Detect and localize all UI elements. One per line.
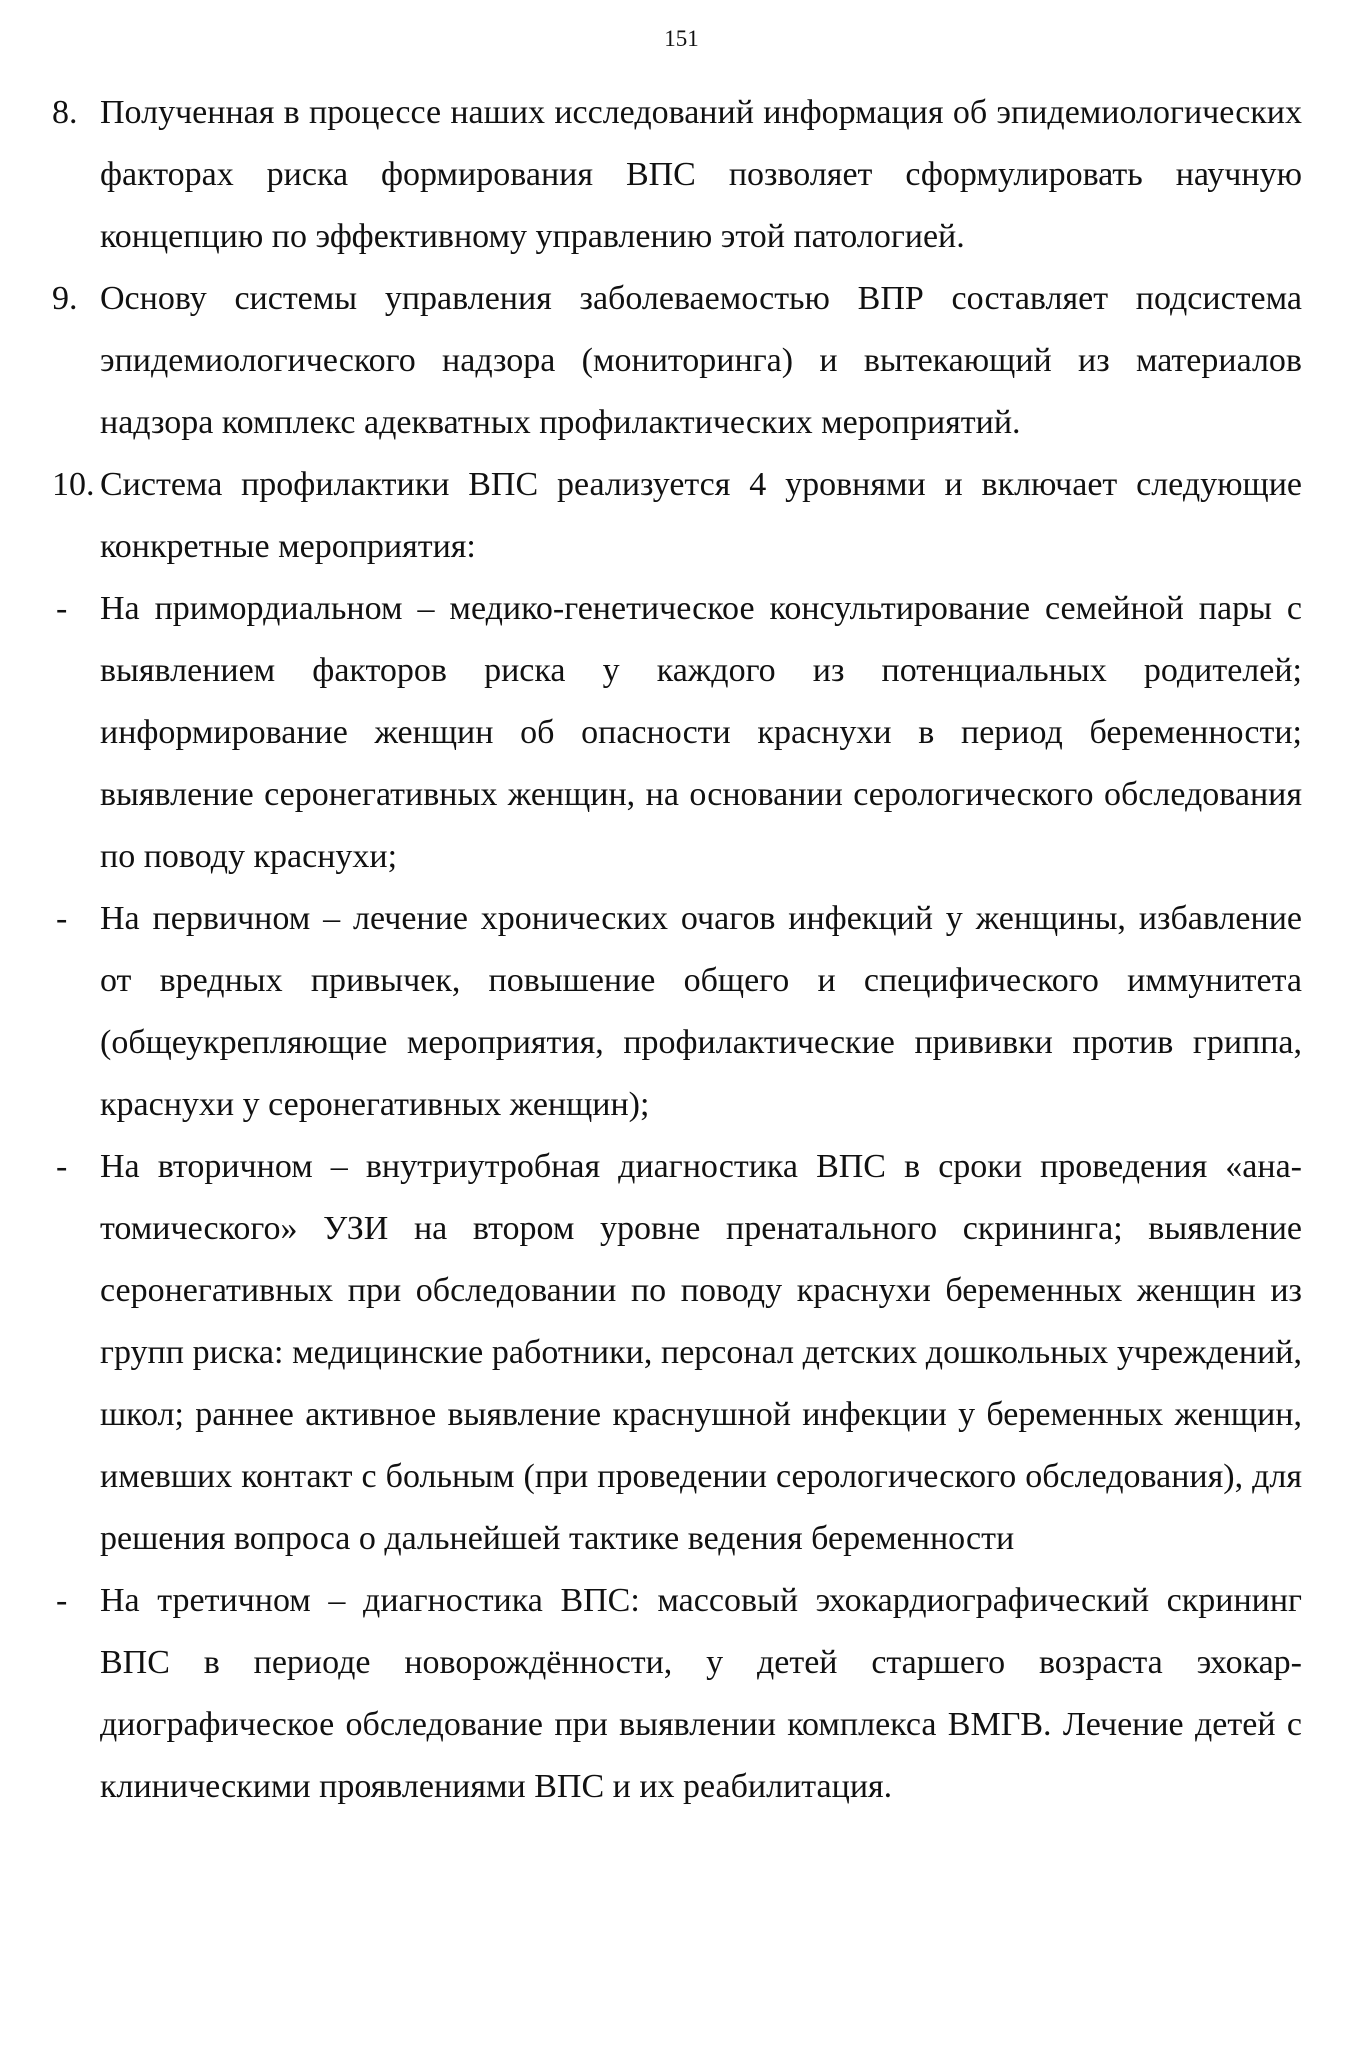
- list-marker: 8.: [52, 94, 78, 131]
- list-marker: -: [56, 1148, 68, 1185]
- list-item-tertiary: [52, 1570, 1302, 1818]
- list-item-text: На вторичном – внутриутробная диагностика ВПС в сроки проведения «анатомического» УЗИ на втором уровне пренатального скрининга; выявление серонегативных при обследовании по поводу краснухи беременных женщин из групп риска: медицинские работники, персонал детских дошкольных учреждений, школ; раннее активное выявление краснушной инфекции у беременных женщин, имевших контакт с больным (при проведении серологического обследования), для решения вопроса о дальнейшей тактике ведения беременности: [100, 1148, 1302, 1557]
- list-marker: -: [56, 590, 68, 627]
- list-item-text: Полученная в процессе наших исследований информация об эпидемиологических факторах риска формирования ВПС позволяет сформулировать научную концепцию по эффективному управлению этой патологией.: [100, 94, 1302, 255]
- list-item-text: Система профилактики ВПС реализуется 4 уровнями и включает следующие конкретные мероприятия:: [100, 466, 1302, 565]
- list-item-text: На примордиальном – медико-генетическое консультирование семейной пары с выявлением факторов риска у каждого из потенциальных родителей; информирование женщин об опасности краснухи в период беременности; выявление серонегативных женщин, на основании серологического обследования по поводу краснухи;: [100, 590, 1302, 875]
- list-item-primary: [52, 888, 1302, 1136]
- list-marker: 9.: [52, 280, 78, 317]
- list-marker: 10.: [52, 466, 95, 503]
- list-item-text: Основу системы управления заболеваемостью ВПР составляет подсистема эпидемиологического надзора (мониторинга) и вытекающий из материалов надзора комплекс адекватных профилактических мероприятий.: [100, 280, 1302, 441]
- page-body: [52, 82, 1302, 1818]
- list-item-text: На третичном – диагностика ВПС: массовый эхокардиографический скрининг ВПС в периоде новорождённости, у детей старшего возраста эхокардиографическое обследование при выявлении комплекса ВМГВ. Лечение детей с клиническими проявлениями ВПС и их реабилитация.: [100, 1582, 1302, 1805]
- list-item-10: [52, 454, 1302, 578]
- list-marker: -: [56, 1582, 68, 1619]
- list-item-text: На первичном – лечение хронических очагов инфекций у женщины, избавление от вредных привычек, повышение общего и специфического иммунитета (общеукрепляющие мероприятия, профилактические прививки против гриппа, краснухи у серонегативных женщин);: [100, 900, 1302, 1123]
- list-item-primordial: [52, 578, 1302, 888]
- list-item-8: [52, 82, 1302, 268]
- list-item-secondary: [52, 1136, 1302, 1570]
- list-marker: -: [56, 900, 68, 937]
- list-item-9: [52, 268, 1302, 454]
- page-number: 151: [664, 26, 699, 51]
